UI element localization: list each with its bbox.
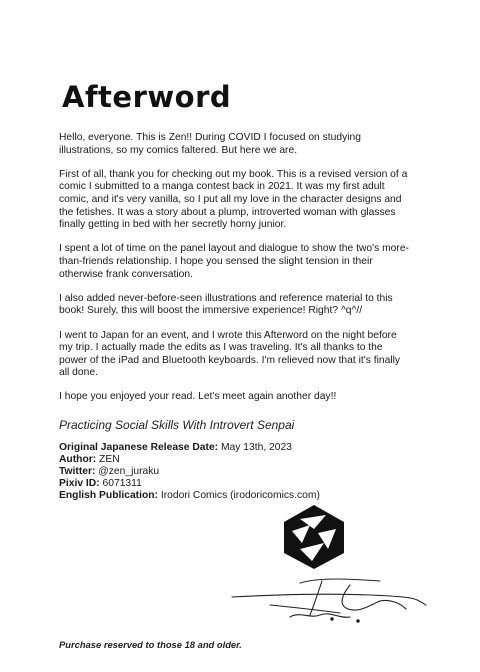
credit-label: English Publication: [59,490,158,501]
credit-release-date [59,442,320,454]
credit-value: May 13th, 2023 [220,442,292,453]
paragraph: I hope you enjoyed your read. Let's meet again another day!! [59,391,337,403]
age-restriction-notice: Purchase reserved to those 18 and older. [59,639,242,650]
credits-block [59,442,320,502]
credit-author [59,454,320,466]
afterword-body [59,132,411,416]
credit-label: Author: [59,454,97,465]
credit-value: 6071311 [102,478,142,489]
credit-value: @zen_juraku [98,466,160,477]
credit-label: Original Japanese Release Date: [59,442,219,453]
paragraph: First of all, thank you for checking out my book. This is a revised version of a comic I submitted to a manga contest back in 2021. It was my first adult comic, and it's very vanilla, so I put all my love in the character designs and the fetishes. It was a story about a plump, introverted woman with glasses finally getting in bed with her secretly horny junior. [59,168,408,231]
credit-pixiv [59,478,320,490]
irodori-logo-icon [280,503,348,576]
credit-value: ZEN [99,454,120,465]
credit-label: Twitter: [59,466,96,477]
credit-value: Irodori Comics (irodoricomics.com) [160,490,320,501]
series-title: Practicing Social Skills With Introvert Senpai [59,418,295,432]
paragraph: Hello, everyone. This is Zen!! During COVID I focused on studying illustrations, so my comics faltered. But here we are. [59,132,361,156]
credit-english-publication [59,490,320,502]
paragraph: I also added never-before-seen illustrations and reference material to this book! Surely, this will boost the immersive experience! Right? ^q^// [59,292,393,317]
credit-twitter [59,466,320,478]
paragraph: I went to Japan for an event, and I wrote this Afterword on the night before my trip. I actually made the edits as I was traveling. It's all thanks to the power of the iPad and Bluetooth keyboards. I'm relieved now that it's finally all done. [59,329,401,379]
signature-icon [230,575,430,635]
credit-label: Pixiv ID: [59,478,100,489]
paragraph: I spent a lot of time on the panel layout and dialogue to show the two's more-than-friends relationship. I hope you sensed the slight tension in their otherwise frank conversation. [59,243,409,280]
page-title: Afterword [62,80,232,114]
